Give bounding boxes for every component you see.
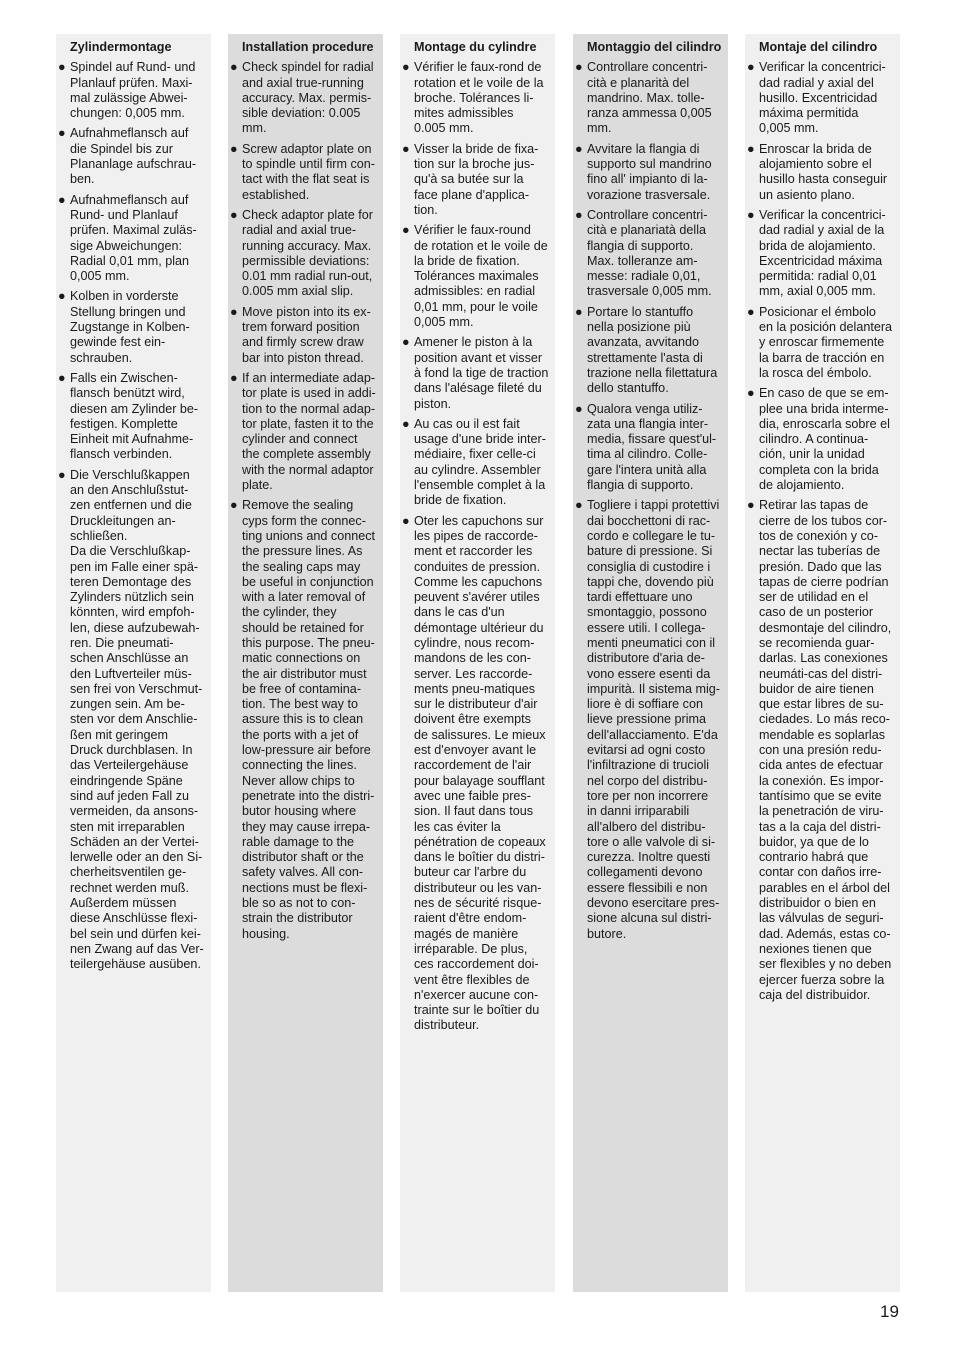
list-item <box>402 335 552 411</box>
column-title: Montage du cylindre <box>414 40 537 54</box>
item-text: Visser la bride de fixa- tion sur la broche jus- qu'à sa butée sur la face plane d'applica- tion. <box>414 141 539 217</box>
item-text: Enroscar la brida de alojamiento sobre el husillo hasta conseguir un asiento plano. <box>759 141 888 202</box>
bullet-icon: ● <box>747 141 755 156</box>
bullet-icon: ● <box>575 60 583 75</box>
bullet-icon: ● <box>575 207 583 222</box>
item-text: Die Verschlußkappen an den Anschlußstut- zen entfernen und die Druckleitungen an- schließen. Da die Verschlußkap- pen im Falle einer spä- teren Demontage des Zylinders nützlich sein könnten, wird empfoh- len, diese aufzubewah- ren. Die pneumati- schen Anschlüsse an den Luftverteiler müs- sen frei von Verschmut- zungen sein. Am be- sten vor dem Anschlie- ßen mit geringem Druck durchblasen. In das Verteilergehäuse eindringende Späne sind auf jeden Fall zu vermeiden, da ansons- sten mit irreparablen Schäden an der Vertei- lerwelle oder an den Si- cherheitsventilen ge- rechnet werden muß. Außerdem müssen diese Anschlüsse flexi- bel sein und dürfen kei- nen Zwang auf das Ver- teilergehäuse ausüben. <box>70 467 204 972</box>
bullet-list <box>402 60 552 1033</box>
item-text: Amener le piston à la position avant et visser à fond la tige de traction dans l'alésage fileté du piston. <box>414 335 549 411</box>
bullet-list <box>747 60 897 1003</box>
list-item <box>402 60 552 136</box>
bullet-icon: ● <box>402 513 410 528</box>
list-item <box>575 141 725 203</box>
item-text: Vérifier le faux-round de rotation et le voile de la bride de fixation. Tolérances maximales admissibles: en radial 0,01 mm, pour le voile 0,005 mm. <box>414 223 548 330</box>
list-item <box>402 513 552 1034</box>
item-text: Verificar la concentrici- dad radial y axial de la brida de alojamiento. Excentricidad máxima permitida: radial 0,01 mm, axial 0,005 mm. <box>759 207 886 299</box>
item-text: Kolben in vorderste Stellung bringen und Zugstange in Kolben- gewinde fest ein- schrauben. <box>70 289 190 365</box>
list-item <box>58 467 208 973</box>
bullet-icon: ● <box>230 207 238 222</box>
bullet-icon: ● <box>402 416 410 431</box>
bullet-icon: ● <box>747 386 755 401</box>
item-text: Avvitare la flangia di supporto sul mandrino fino all' impianto di la- vorazione trasversale. <box>587 141 712 202</box>
item-text: Screw adaptor plate on to spindle until firm con- tact with the flat seat is established. <box>242 141 375 202</box>
item-text: Oter les capuchons sur les pipes de raccorde- ment et raccorder les conduites de pression. Comme les capuchons peuvent s'avérer utiles dans le cas d'un démontage ultérieur du cylindre, nous recom- mandons de les con- server. Les raccorde- ments pneu-matiques sur le distributeur d'air doivent être exempts de salissures. Le mieux est d'envoyer avant le raccordement de l'air pour balayage soufflant avec une faible pres- sion. Il faut dans tous les cas éviter la pénétration de copeaux dans le boîtier du distri- buteur car l'arbre du distributeur ou les van- nes de sécurité risque- raient d'être endom- magés de manière irréparable. De plus, ces raccordement doi- vent être flexibles de n'exercer aucune con- trainte sur le boîtier du distributeur. <box>414 513 546 1033</box>
list-item <box>575 304 725 397</box>
item-text: Spindel auf Rund- und Planlauf prüfen. Maxi- mal zulässige Abwei- chungen: 0,005 mm. <box>70 60 196 121</box>
bullet-icon: ● <box>575 304 583 319</box>
bullet-icon: ● <box>230 60 238 75</box>
column-title: Montaggio del cilindro <box>587 40 722 54</box>
bullet-icon: ● <box>58 467 66 482</box>
item-text: Portare lo stantuffo nella posizione più avanzata, avvitando strettamente l'asta di trazione nella filettatura dello stantuffo. <box>587 304 718 396</box>
list-item <box>575 207 725 300</box>
bullet-icon: ● <box>575 141 583 156</box>
list-item <box>58 60 208 121</box>
bullet-icon: ● <box>402 141 410 156</box>
bullet-icon: ● <box>230 370 238 385</box>
list-item <box>230 304 380 366</box>
list-item <box>747 498 897 1003</box>
bullet-icon: ● <box>58 126 66 141</box>
column-german <box>56 34 211 1292</box>
bullet-icon: ● <box>575 401 583 416</box>
list-item <box>747 141 897 203</box>
bullet-icon: ● <box>575 498 583 513</box>
bullet-list <box>58 60 208 972</box>
list-item <box>230 60 380 136</box>
list-item <box>230 498 380 942</box>
bullet-icon: ● <box>230 304 238 319</box>
column-italian <box>573 34 728 1292</box>
bullet-icon: ● <box>402 223 410 238</box>
list-item <box>747 386 897 493</box>
item-text: Posicionar el émbolo en la posición delantera y enroscar firmemente la barra de tracción en la rosca del émbolo. <box>759 304 893 380</box>
list-item <box>58 370 208 463</box>
list-item <box>747 304 897 381</box>
item-text: Verificar la concentrici- dad radial y axial del husillo. Excentricidad máxima permitida 0,005 mm. <box>759 60 886 136</box>
bullet-icon: ● <box>402 335 410 350</box>
item-text: Retirar las tapas de cierre de los tubos cor- tos de conexión y co- nectar las tuberías de presión. Dado que las tapas de cierre podrían ser de utilidad en el caso de un posterior desmontaje del cilindro, se recomienda guar- darlas. Las conexiones neumáti-cas del distri- buidor de aire tienen que estar libres de su- ciedades. Lo más reco- mendable es soplarlas con una presión redu- cida antes de efectuar la conexión. Es impor- tantísimo que se evite la penetración de viru- tas a la caja del distri- buidor, ya que de lo contrario habrá que contar con daños irre- parables en el árbol del distribuidor o bien en las válvulas de seguri- dad. Además, estas co- nexiones tienen que ser flexibles y no deben ejercer fuerza sobre la caja del distribuidor. <box>759 498 892 1002</box>
list-item <box>230 207 380 300</box>
item-text: If an intermediate adap- tor plate is used in addi- tion to the normal adap- tor plate, fasten it to the cylinder and connect the complete assembly with the normal adaptor plate. <box>242 370 376 493</box>
bullet-icon: ● <box>402 60 410 75</box>
bullet-icon: ● <box>58 289 66 304</box>
item-text: En caso de que se em- plee una brida interme- dia, enroscarla sobre el cilindro. A continua- ción, unir la unidad completa con la brida de alojamiento. <box>759 386 890 493</box>
column-french <box>400 34 555 1292</box>
list-item <box>230 141 380 203</box>
item-text: Controllare concentri- cità e planariatà della flangia di supporto. Max. tolleranze am- messe: radiale 0,01, trasversale 0,005 mm. <box>587 207 712 299</box>
column-title: Montaje del cilindro <box>759 40 878 54</box>
bullet-icon: ● <box>58 60 66 75</box>
bullet-icon: ● <box>58 370 66 385</box>
item-text: Check spindel for radial and axial true-running accuracy. Max. permis- sible deviation: 0.005 mm. <box>242 60 374 136</box>
item-text: Aufnahmeflansch auf die Spindel bis zur Plananlage aufschrau- ben. <box>70 126 197 187</box>
bullet-icon: ● <box>747 498 755 513</box>
column-english <box>228 34 383 1292</box>
list-item <box>402 223 552 330</box>
list-item <box>58 126 208 187</box>
item-text: Aufnahmeflansch auf Rund- und Planlauf prüfen. Maximal zuläs- sige Abweichungen: Radial 0,01 mm, plan 0,005 mm. <box>70 192 197 284</box>
item-text: Controllare concentri- cità e planarità del mandrino. Max. tolle- ranza ammessa 0,005 mm. <box>587 60 712 136</box>
column-spanish <box>745 34 900 1292</box>
bullet-list <box>575 60 725 942</box>
list-item <box>58 192 208 285</box>
item-text: Au cas ou il est fait usage d'une bride inter- médiaire, fixer celle-ci au cylindre. Assembler l'ensemble complet à la bride de fixation. <box>414 416 546 508</box>
bullet-icon: ● <box>230 498 238 513</box>
item-text: Qualora venga utiliz- zata una flangia inter- media, fissare quest'ul- tima al cilindro. Colle- gare l'intera unità alla flangia di supporto. <box>587 401 717 493</box>
bullet-icon: ● <box>747 60 755 75</box>
list-item <box>747 207 897 300</box>
list-item <box>747 60 897 136</box>
bullet-icon: ● <box>747 207 755 222</box>
list-item <box>402 141 552 218</box>
list-item <box>575 498 725 942</box>
list-item <box>58 289 208 365</box>
list-item <box>575 60 725 136</box>
list-item <box>402 416 552 509</box>
list-item <box>230 370 380 493</box>
item-text: Remove the sealing cyps form the connec- ting unions and connect the pressure lines. As the sealing caps may be useful in conjunction with a later removal of the cylinder, they should be retained for this purpose. The pneu- matic connections on the air distributor must be free of contamina- tion. The best way to assure this is to clean the ports with a jet of low-pressure air before connecting the lines. Never allow chips to penetrate into the distri- butor housing where they may cause irrepa- rable damage to the distributor shaft or the safety valves. All con- nections must be flexi- ble so as not to con- strain the distributor housing. <box>242 498 376 941</box>
column-title: Installation procedure <box>242 40 374 54</box>
bullet-list <box>230 60 380 942</box>
item-text: Check adaptor plate for radial and axial true- running accuracy. Max. permissible deviations: 0.01 mm radial run-out, 0.005 mm axial slip. <box>242 207 373 299</box>
item-text: Falls ein Zwischen- flansch benützt wird, diesen am Zylinder be- festigen. Komplette Einheit mit Aufnahme- flansch verbinden. <box>70 370 199 462</box>
item-text: Togliere i tappi protettivi dai bocchettoni di rac- cordo e collegare le tu- bature di pressione. Si consiglia di custodire i tappi che, dovendo più tardi effettuare uno smontaggio, possono essere utili. I collega- menti pneumatici con il distributore d'aria de- vono essere esenti da impurità. Il sistema mig- liore è di soffiare con lieve pressione prima dell'allacciamento. E'da evitarsi ad ogni costo l'infiltrazione di trucioli nel corpo del distribu- tore per non incorrere in danni irriparabili all'albero del distribu- tore o alle valvole di si- curezza. Inoltre questi collegamenti devono essere flessibili e non devono esercitare pres- sione alcuna sul distri- butore. <box>587 498 720 941</box>
list-item <box>575 401 725 494</box>
column-title: Zylindermontage <box>70 40 172 54</box>
page-number: 19 <box>880 1302 899 1321</box>
item-text: Vérifier le faux-rond de rotation et le voile de la broche. Tolérances li- mites admissibles 0.005 mm. <box>414 60 544 136</box>
item-text: Move piston into its ex- trem forward position and firmly screw draw bar into piston thread. <box>242 304 371 365</box>
bullet-icon: ● <box>58 192 66 207</box>
bullet-icon: ● <box>230 141 238 156</box>
bullet-icon: ● <box>747 304 755 319</box>
